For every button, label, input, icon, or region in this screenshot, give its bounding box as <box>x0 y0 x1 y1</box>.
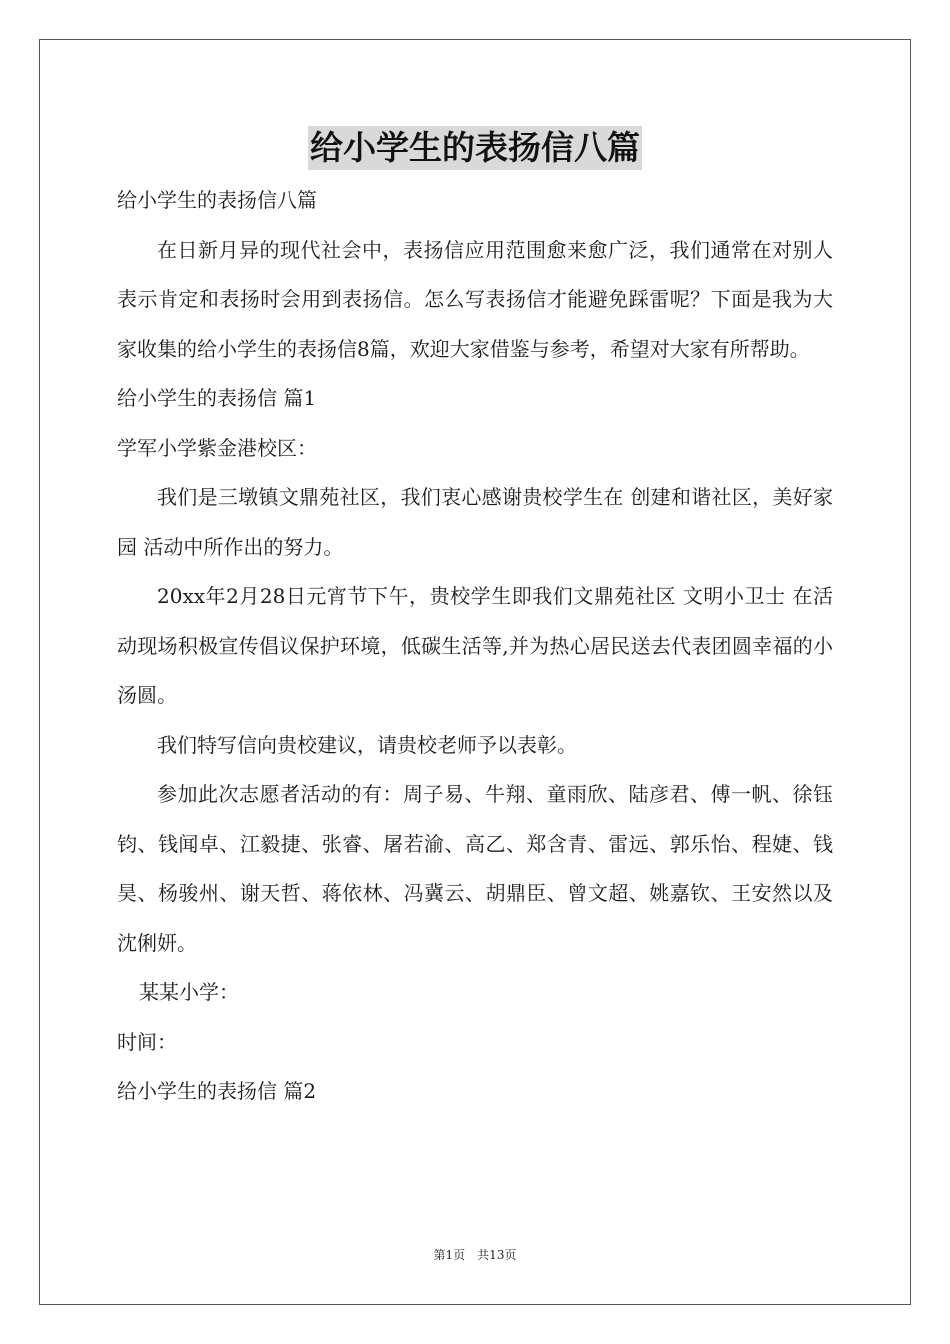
document-body <box>117 176 833 1117</box>
title-container <box>0 126 950 170</box>
subtitle-line: 给小学生的表扬信八篇 <box>117 188 317 212</box>
section-heading-2: 给小学生的表扬信 篇2 <box>117 1079 317 1103</box>
section-heading-1: 给小学生的表扬信 篇1 <box>117 386 317 410</box>
signature-school: 某某小学： <box>139 980 239 1004</box>
document-title: 给小学生的表扬信八篇 <box>308 126 642 170</box>
page-footer: 第1页 共13页 <box>433 1248 517 1262</box>
body-paragraph-4: 参加此次志愿者活动的有：周子易、牛翔、童雨欣、陆彦君、傅一帆、徐钰钧、钱闻卓、江毅捷、张睿、屠若渝、高乙、郑含青、雷远、郭乐怡、程婕、钱昊、杨骏州、谢天哲、蒋依林、冯冀云、胡鼎臣、曾文超、姚嘉钦、王安然以及沈俐妍。 <box>117 782 833 955</box>
signature-time: 时间： <box>117 1029 177 1054</box>
body-paragraph-1: 我们是三墩镇文鼎苑社区，我们衷心感谢贵校学生在 创建和谐社区，美好家园 活动中所作出的努力。 <box>117 485 833 559</box>
salutation: 学军小学紫金港校区： <box>117 435 317 460</box>
body-paragraph-2: 20xx年2月28日元宵节下午，贵校学生即我们文鼎苑社区 文明小卫士 在活动现场积极宣传倡议保护环境，低碳生活等,并为热心居民送去代表团圆幸福的小汤圆。 <box>117 584 833 707</box>
intro-paragraph: 在日新月异的现代社会中，表扬信应用范围愈来愈广泛，我们通常在对别人表示肯定和表扬时会用到表扬信。怎么写表扬信才能避免踩雷呢？下面是我为大家收集的给小学生的表扬信8篇，欢迎大家借鉴与参考，希望对大家有所帮助。 <box>117 237 833 361</box>
body-paragraph-3: 我们特写信向贵校建议，请贵校老师予以表彰。 <box>157 732 577 757</box>
